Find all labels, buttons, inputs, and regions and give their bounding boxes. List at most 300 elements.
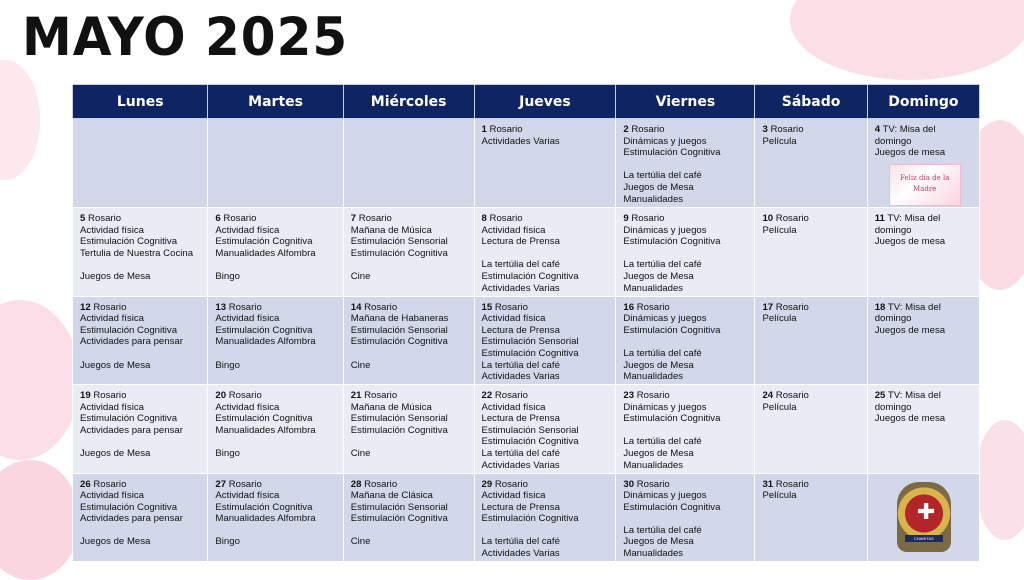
weekday-header: Viernes xyxy=(616,85,755,119)
activity-line xyxy=(351,325,468,337)
activity-line xyxy=(215,402,336,414)
day-number: 9 xyxy=(623,213,629,225)
activity-line xyxy=(80,479,201,491)
day-number: 17 xyxy=(762,301,774,313)
activity-text: La tertúlia del café xyxy=(481,259,560,271)
activity-line xyxy=(351,490,468,502)
activity-line xyxy=(623,479,748,491)
spacer xyxy=(623,425,748,437)
day-cell xyxy=(73,119,208,208)
activity-line xyxy=(623,460,748,472)
day-cell xyxy=(73,385,208,473)
activity-text: Manualidades Alfombra xyxy=(215,247,316,259)
activity-text: Manualidades xyxy=(623,548,684,560)
day-cell xyxy=(616,473,755,562)
day-cell xyxy=(755,385,867,473)
day-cell xyxy=(867,385,979,473)
day-cell xyxy=(755,119,867,208)
activity-text: Estimulación Cognitiva xyxy=(623,324,721,336)
activity-text: Estimulación Sensorial xyxy=(350,324,448,336)
activity-line xyxy=(762,313,860,325)
activity-line xyxy=(623,170,748,182)
activity-text: Juegos de Mesa xyxy=(80,271,151,283)
activity-line xyxy=(351,360,468,372)
day-cell xyxy=(867,119,979,208)
day-number: 8 xyxy=(481,213,487,225)
activity-line xyxy=(482,302,610,314)
activity-line xyxy=(623,436,748,448)
weekday-header: Martes xyxy=(208,85,343,119)
activity-line xyxy=(80,402,201,414)
activity-line xyxy=(351,336,468,348)
day-number: 13 xyxy=(215,301,227,313)
activity-line xyxy=(482,325,610,337)
activity-line xyxy=(482,283,610,295)
spacer xyxy=(80,436,201,448)
activity-text: La tertúlia del café xyxy=(481,536,560,548)
activity-line xyxy=(623,225,748,237)
activity-text: Actividad física xyxy=(80,224,144,236)
activity-text: Bingo xyxy=(215,359,240,371)
activity-text: Estimulación Cognitiva xyxy=(350,247,448,259)
activity-line xyxy=(215,248,336,260)
activity-text: TV: Misa del xyxy=(887,213,941,225)
spacer xyxy=(351,436,468,448)
activity-text: Mañana de Música xyxy=(350,224,432,236)
activity-line xyxy=(215,302,336,314)
activity-line xyxy=(215,225,336,237)
activity-line xyxy=(623,259,748,271)
mothers-day-card-image xyxy=(889,164,961,206)
day-number: 12 xyxy=(80,301,91,313)
activity-text: Actividad física xyxy=(215,313,280,325)
day-number: 26 xyxy=(80,478,91,490)
activity-line xyxy=(875,147,973,159)
activity-text: Juegos de Mesa xyxy=(623,536,694,548)
activity-line xyxy=(482,371,610,383)
activity-text: Película xyxy=(762,224,797,236)
activity-text: Rosario xyxy=(364,478,398,490)
day-number: 4 xyxy=(874,124,881,135)
activity-line xyxy=(80,313,201,325)
activity-line xyxy=(351,236,468,248)
activity-line xyxy=(762,402,860,414)
activity-text: TV: Misa del xyxy=(887,390,941,402)
activity-text: Manualidades xyxy=(623,282,684,294)
activity-line xyxy=(623,302,748,314)
activity-text: Manualidades xyxy=(623,193,684,205)
activity-text: Estimulación Cognitiva xyxy=(481,271,579,283)
activity-line xyxy=(762,213,860,225)
activity-line xyxy=(351,479,468,491)
activity-line xyxy=(80,413,201,425)
activity-text: Mañana de Música xyxy=(350,401,432,413)
activity-line xyxy=(215,490,336,502)
activity-text: Rosario xyxy=(228,390,262,402)
activity-text: Estimulación Cognitiva xyxy=(623,236,721,248)
day-number: 30 xyxy=(623,478,635,490)
activity-line xyxy=(762,124,860,136)
activity-line xyxy=(623,525,748,537)
activity-line xyxy=(623,402,748,414)
activity-text: Actividad física xyxy=(215,490,280,502)
activity-line xyxy=(482,271,610,283)
day-cell xyxy=(208,208,343,296)
day-number: 24 xyxy=(762,390,774,402)
activity-text: Rosario xyxy=(775,390,809,402)
activity-text: Estimulación Cognitiva xyxy=(481,513,579,525)
activity-text: Estimulación Cognitiva xyxy=(623,501,721,513)
weekday-header: Lunes xyxy=(73,85,208,119)
activity-text: Tertulia de Nuestra Cocina xyxy=(80,247,194,259)
activity-line xyxy=(482,402,610,414)
spacer xyxy=(215,436,336,448)
activity-text: La tertúlia del café xyxy=(481,359,560,371)
activity-text: domingo xyxy=(874,224,912,236)
spacer xyxy=(623,159,748,171)
activity-text: Actividad física xyxy=(80,490,144,502)
activity-text: Cine xyxy=(350,271,371,283)
activity-text: Cine xyxy=(350,536,371,548)
cross-icon: ✚ xyxy=(916,498,936,524)
activity-line xyxy=(80,425,201,437)
activity-line xyxy=(875,313,973,325)
activity-text: TV: Misa del xyxy=(882,124,936,135)
activity-text: Estimulación Cognitiva xyxy=(80,324,178,336)
activity-text: Estimulación Cognitiva xyxy=(350,424,448,436)
activity-text: Actividad física xyxy=(481,401,546,413)
day-cell xyxy=(208,385,343,473)
activity-text: Estimulación Cognitiva xyxy=(215,501,313,513)
activity-line xyxy=(623,371,748,383)
day-number: 25 xyxy=(874,390,886,402)
activity-text: La tertúlia del café xyxy=(481,448,560,459)
activity-line xyxy=(482,360,610,372)
activity-line xyxy=(623,348,748,360)
activity-text: Rosario xyxy=(770,124,804,135)
activity-text: Rosario xyxy=(775,301,809,313)
activity-text: Rosario xyxy=(364,390,398,402)
day-cell xyxy=(867,296,979,384)
activity-text: Rosario xyxy=(494,390,528,402)
day-number: 5 xyxy=(80,213,86,225)
activity-line xyxy=(215,390,336,402)
spacer xyxy=(215,259,336,271)
activity-line xyxy=(482,313,610,325)
activity-line xyxy=(215,513,336,525)
day-cell xyxy=(343,119,474,208)
day-number: 29 xyxy=(481,478,493,490)
activity-line xyxy=(482,479,610,491)
activity-line xyxy=(351,390,468,402)
activity-text: La tertúlia del café xyxy=(623,436,702,448)
activity-line xyxy=(875,136,973,148)
activity-line xyxy=(623,502,748,514)
activity-text: Juegos de mesa xyxy=(874,413,946,425)
weekday-header: Domingo xyxy=(867,85,979,119)
activity-text: Estimulación Cognitiva xyxy=(623,147,721,159)
activity-line xyxy=(482,390,610,402)
day-number: 18 xyxy=(874,301,886,313)
activity-line xyxy=(351,225,468,237)
activity-text: Rosario xyxy=(636,390,670,402)
activity-text: Actividad física xyxy=(481,224,546,236)
calendar-table xyxy=(72,84,980,562)
activity-line xyxy=(351,302,468,314)
activity-line xyxy=(623,136,748,148)
activity-line xyxy=(351,402,468,414)
activity-text: Estimulación Cognitiva xyxy=(215,324,313,336)
activity-text: Lectura de Prensa xyxy=(481,413,560,425)
activity-text: Juegos de Mesa xyxy=(623,359,694,371)
activity-line xyxy=(351,313,468,325)
day-cell xyxy=(474,208,616,296)
spacer xyxy=(623,248,748,260)
activity-text: Juegos de Mesa xyxy=(80,359,151,371)
activity-text: Actividades Varias xyxy=(481,135,560,147)
activity-text: Manualidades Alfombra xyxy=(215,424,316,436)
activity-line xyxy=(482,448,610,460)
day-cell xyxy=(343,296,474,384)
activity-text: La tertúlia del café xyxy=(623,347,702,359)
activity-line xyxy=(351,448,468,460)
spacer xyxy=(80,348,201,360)
activity-text: Estimulación Cognitiva xyxy=(481,347,579,359)
activity-line xyxy=(623,390,748,402)
spacer xyxy=(351,259,468,271)
activity-line xyxy=(482,436,610,448)
weekday-header: Sábado xyxy=(755,85,867,119)
activity-line xyxy=(762,225,860,237)
day-number: 31 xyxy=(762,478,774,490)
activity-text: Actividades Varias xyxy=(481,282,560,294)
activity-text: Actividad física xyxy=(481,490,546,502)
activity-line xyxy=(80,360,201,372)
activity-line xyxy=(875,213,973,225)
activity-line xyxy=(482,413,610,425)
activity-line xyxy=(623,325,748,337)
activity-text: Rosario xyxy=(489,213,523,225)
activity-text: Estimulación Sensorial xyxy=(481,336,579,348)
activity-line xyxy=(351,513,468,525)
week-row xyxy=(73,473,980,562)
activity-line xyxy=(623,448,748,460)
activity-text: Mañana de Clásica xyxy=(350,490,433,502)
activity-line xyxy=(875,302,973,314)
activity-line xyxy=(80,302,201,314)
day-cell xyxy=(343,208,474,296)
spacer xyxy=(215,525,336,537)
activity-text: Dinámicas y juegos xyxy=(623,401,707,413)
activity-line xyxy=(80,448,201,460)
activity-text: Dinámicas y juegos xyxy=(623,490,707,502)
day-number: 21 xyxy=(350,390,362,402)
day-number: 20 xyxy=(215,390,227,402)
day-number: 22 xyxy=(481,390,493,402)
activity-line xyxy=(482,136,610,148)
activity-line xyxy=(875,402,973,414)
day-cell xyxy=(755,208,867,296)
activity-line xyxy=(80,336,201,348)
activity-line xyxy=(623,360,748,372)
spacer xyxy=(482,525,610,537)
activity-text: Estimulación Cognitiva xyxy=(80,501,178,513)
activity-text: La tertúlia del café xyxy=(623,259,702,271)
activity-text: Rosario xyxy=(631,213,665,225)
spacer xyxy=(482,248,610,260)
activity-line xyxy=(762,302,860,314)
activity-text: Actividad física xyxy=(80,313,144,325)
day-number: 15 xyxy=(481,301,493,313)
day-cell xyxy=(616,385,755,473)
page-title: MAYO 2025 xyxy=(22,6,349,68)
activity-text: domingo xyxy=(874,401,912,413)
day-cell xyxy=(343,385,474,473)
day-cell xyxy=(616,119,755,208)
activity-line xyxy=(351,213,468,225)
activity-text: Actividad física xyxy=(215,401,280,413)
activity-line xyxy=(482,225,610,237)
activity-line xyxy=(762,479,860,491)
day-cell xyxy=(867,208,979,296)
day-cell xyxy=(208,296,343,384)
activity-text: Actividades Varias xyxy=(481,548,560,560)
activity-text: Juegos de mesa xyxy=(874,324,946,336)
activity-text: Estimulación Sensorial xyxy=(481,424,579,436)
activity-text: Dinámicas y juegos xyxy=(623,135,707,147)
activity-line xyxy=(875,236,973,248)
day-number: 14 xyxy=(350,301,362,313)
spacer xyxy=(623,513,748,525)
activity-line xyxy=(215,425,336,437)
activity-text: Juegos de Mesa xyxy=(623,271,694,283)
activity-line xyxy=(80,490,201,502)
activity-line xyxy=(875,225,973,237)
activity-text: Bingo xyxy=(215,536,240,548)
spacer xyxy=(623,336,748,348)
activity-text: Rosario xyxy=(93,478,127,490)
day-number: 19 xyxy=(80,390,91,402)
activity-line xyxy=(623,548,748,560)
day-cell xyxy=(73,208,208,296)
activity-line xyxy=(623,147,748,159)
activity-text: Actividad física xyxy=(215,224,280,236)
spacer xyxy=(215,348,336,360)
day-cell xyxy=(755,473,867,562)
activity-text: Estimulación Cognitiva xyxy=(623,413,721,425)
activity-line xyxy=(623,236,748,248)
activity-text: Estimulación Cognitiva xyxy=(215,236,313,248)
activity-text: Rosario xyxy=(88,213,122,225)
activity-line xyxy=(215,271,336,283)
day-number: 10 xyxy=(762,213,774,225)
activity-text: Actividades para pensar xyxy=(80,513,183,525)
activity-line xyxy=(482,124,610,136)
activity-line xyxy=(482,536,610,548)
activity-line xyxy=(482,460,610,472)
day-cell xyxy=(474,296,616,384)
activity-line xyxy=(623,283,748,295)
day-cell xyxy=(73,473,208,562)
activity-text: Bingo xyxy=(215,271,240,283)
day-cell xyxy=(616,296,755,384)
activity-line xyxy=(623,313,748,325)
emblem-label: CHARITAS xyxy=(905,535,943,542)
activity-text: Juegos de Mesa xyxy=(80,448,151,459)
activity-text: Rosario xyxy=(223,213,257,225)
activity-text: Rosario xyxy=(93,301,127,313)
activity-line xyxy=(215,502,336,514)
activity-text: Rosario xyxy=(228,478,262,490)
day-number: 1 xyxy=(481,124,487,135)
activity-line xyxy=(351,425,468,437)
activity-line xyxy=(215,236,336,248)
activity-text: Mañana de Habaneras xyxy=(350,313,449,325)
activity-text: Rosario xyxy=(364,301,398,313)
activity-text: domingo xyxy=(874,313,912,325)
day-number: 11 xyxy=(874,213,885,225)
day-number: 28 xyxy=(350,478,362,490)
activity-line xyxy=(482,259,610,271)
day-cell xyxy=(208,119,343,208)
day-cell xyxy=(867,473,979,562)
activity-line xyxy=(215,448,336,460)
activity-line xyxy=(875,325,973,337)
activity-text: Película xyxy=(762,490,797,502)
activity-text: Película xyxy=(762,313,797,325)
activity-text: Estimulación Cognitiva xyxy=(350,513,448,525)
activity-line xyxy=(875,124,973,136)
activity-line xyxy=(351,271,468,283)
day-cell xyxy=(474,119,616,208)
activity-line xyxy=(623,490,748,502)
activity-line xyxy=(215,479,336,491)
day-cell xyxy=(755,296,867,384)
activity-text: Estimulación Cognitiva xyxy=(80,413,178,425)
activity-text: Juegos de mesa xyxy=(874,236,946,248)
activity-text: La tertúlia del café xyxy=(623,524,702,536)
activity-line xyxy=(482,348,610,360)
activity-text: Estimulación Cognitiva xyxy=(350,336,448,348)
activity-text: Estimulación Cognitiva xyxy=(215,413,313,425)
activity-line xyxy=(875,413,973,425)
activity-text: Actividades Varias xyxy=(481,459,560,471)
activity-text: Actividades para pensar xyxy=(80,336,183,348)
activity-line xyxy=(215,360,336,372)
activity-line xyxy=(482,502,610,514)
weekday-header: Jueves xyxy=(474,85,616,119)
day-number: 27 xyxy=(215,478,227,490)
activity-text: Manualidades Alfombra xyxy=(215,336,316,348)
activity-line xyxy=(482,236,610,248)
day-cell xyxy=(474,385,616,473)
activity-text: Rosario xyxy=(489,124,523,135)
activity-line xyxy=(623,194,748,206)
day-number: 2 xyxy=(623,124,629,135)
activity-line xyxy=(623,182,748,194)
activity-text: Bingo xyxy=(215,448,240,459)
activity-text: Rosario xyxy=(636,301,670,313)
activity-text: Manualidades xyxy=(623,371,684,383)
spacer xyxy=(80,259,201,271)
day-cell xyxy=(616,208,755,296)
activity-line xyxy=(215,213,336,225)
activity-line xyxy=(80,502,201,514)
week-row xyxy=(73,208,980,296)
activity-text: La tertúlia del café xyxy=(623,170,702,182)
activity-line xyxy=(215,313,336,325)
week-row xyxy=(73,385,980,473)
